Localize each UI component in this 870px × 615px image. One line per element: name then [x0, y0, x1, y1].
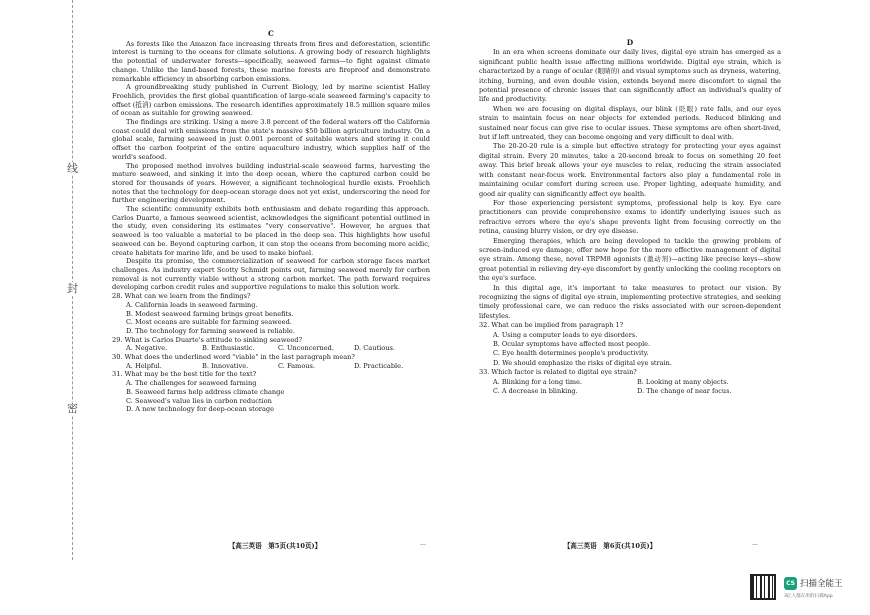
question-29-stem: 29. What is Carlos Duarte's attitude to sinking seaweed?: [112, 335, 303, 344]
question-28-option-d: D. The technology for farming seaweed is reliable.: [126, 326, 295, 335]
passage-d-paragraph-3: The 20-20-20 rule is a simple but effective strategy for protecting your eyes against digital strain. Every 20 minutes, take a 20-second break to focus on something 20 feet away. This brief break allows your eye muscles to relax, reducing the strain associated with constant near-focus work. Environmental factors also play a fundamental role in maintaining ocular comfort during screen use. Proper lighting, adequate humidity, and good air quality can significantly affect eye health.: [479, 142, 781, 198]
question-30-option-a: A. Helpful.: [126, 361, 162, 370]
passage-c-paragraph-4: The proposed method involves building industrial-scale seaweed farms, harvesting the mature seaweed, and sinking it into the deep ocean, where the captured carbon could be stored for thousands of years. However, a significant technological hurdle exists. Froehlich notes that the technology for deep-ocean storage does not yet exist, underscoring the need for further engineering development.: [112, 161, 430, 205]
question-29-option-b: B. Enthusiastic.: [202, 344, 255, 353]
right-page-column: [479, 38, 781, 396]
question-31-option-c: C. Seaweed's value lies in carbon reduction: [126, 396, 272, 405]
question-30-options: [112, 362, 430, 371]
question-33-option-c: C. A decrease in blinking.: [493, 387, 578, 396]
question-29-options: [112, 344, 430, 353]
binding-mark-feng: 封: [67, 282, 78, 295]
question-31-option-b: B. Seaweed farms help address climate change: [126, 387, 285, 396]
scanner-app-name: 扫描全能王: [800, 579, 843, 589]
question-32-stem: 32. What can be implied from paragraph 1?: [479, 321, 624, 330]
question-32-option-b: B. Ocular symptoms have affected most people.: [493, 340, 651, 348]
passage-c-paragraph-2: A groundbreaking study published in Current Biology, led by marine scientist Halley Froehlich, provides the first global quantification of large-scale seaweed farming's capacity to offset (抵消) carbon emissions. The research identifies approximately 18.5 million square miles of ocean as suitable for growing seaweed.: [112, 83, 430, 118]
question-28-option-a: A. California leads in seaweed farming.: [126, 300, 258, 309]
question-32-option-d: D. We should emphasize the risks of digital eye strain.: [493, 358, 672, 367]
question-33-options-row-2: [479, 387, 781, 396]
question-32-option-c: C. Eye health determines people's productivity.: [493, 349, 649, 358]
question-30-stem: 30. What does the underlined word "viable" in the last paragraph mean?: [112, 353, 355, 362]
passage-d-paragraph-4: For those experiencing persistent symptoms, professional help is key. Eye care practitioners can provide comprehensive exams to identify underlying issues such as refractive errors where the eye's shape prevents light from focusing correctly on the retina, causing blurry vision, or dry eye disease.: [479, 198, 781, 236]
footer-dash-right: —: [752, 541, 758, 548]
footer-dash-left: —: [420, 541, 426, 548]
question-31-stem: 31. What may be the best title for the text?: [112, 370, 257, 379]
section-title-c: C: [268, 29, 274, 38]
question-31-option-a: A. The challenges for seaweed farming: [126, 379, 257, 388]
footer-page-5: 【高三英语 第5页(共10页)】: [228, 542, 322, 550]
passage-c-paragraph-3: The findings are striking. Using a mere 3.8 percent of the federal waters off the California coast could deal with emissions from the state's massive $50 billion agriculture industry. On a global scale, farming seaweed in just 0.001 percent of suitable waters and storing it could offset the carbon footprint of the entire aquaculture industry, which supplies half of the world's seafood.: [112, 118, 430, 161]
camscanner-logo-icon: CS: [784, 577, 797, 590]
section-title-d: D: [626, 38, 634, 47]
left-page-column: [112, 30, 430, 414]
question-30-option-b: B. Innovative.: [202, 361, 249, 370]
question-29-option-d: D. Cautious.: [354, 344, 395, 353]
binding-dashed-line: [72, 0, 73, 560]
passage-c-paragraph-1: As forests like the Amazon face increasing threats from fires and deforestation, scientific interest is turning to the oceans for climate solutions. A growing body of research highlights the potential of underwater forests—specifically, seaweed farms—to fight against climate change. Unlike the land-based forests, these marine forests are fireproof and demonstrate remarkable efficiency in absorbing carbon emissions.: [112, 39, 430, 83]
passage-c-paragraph-6: Despite its promise, the commercialization of seaweed for carbon storage faces market challenges. As industry expert Scotty Schmidt points out, farming seaweed merely for carbon removal is not currently viable without a strong carbon market. The path forward requires developing carbon credit rules and supportive regulations to make this solution work.: [112, 257, 430, 292]
question-33-option-a: A. Blinking for a long time.: [493, 377, 582, 386]
passage-d-paragraph-5: Emerging therapies, which are being developed to tackle the growing problem of screen-induced eye damage, offer new hope for the more effective management of digital eye strain. Among these, novel TRPM8 agonists (激动剂)—acting like precise keys—show great potential in relieving dry-eye discomfort by gently unlocking the cooling receptors on the eye's surface.: [479, 236, 781, 283]
question-28-option-c: C. Most oceans are suitable for farming seaweed.: [126, 318, 292, 327]
binding-mark-xian: 线: [67, 162, 78, 175]
passage-c-paragraph-5: The scientific community exhibits both enthusiasm and debate regarding this approach. Carlos Duarte, a famous seaweed scientist, acknowledges the significant potential outlined in the study, even considering its estimates "very conservative". However, he argues that seaweed is too valuable a material to be placed in the deep sea. This highlights how useful seaweed can be. Beyond capturing carbon, it can stop the oceans from becoming more acidic, create habitats for marine life, and be used to make biofuel.: [112, 205, 430, 257]
question-32-option-a: A. Using a computer leads to eye disorders.: [493, 330, 638, 339]
question-30-option-d: D. Practicable.: [354, 361, 404, 370]
question-29-option-c: C. Unconcerned.: [278, 344, 334, 353]
passage-d-paragraph-6: In this digital age, it's important to take measures to protect our vision. By recognizing the signs of digital eye strain, implementing protective strategies, and seeking timely professional care, we can reduce the risks associated with our screen-dependent lifestyles.: [479, 283, 781, 320]
question-28-option-b: B. Modest seaweed farming brings great benefits.: [126, 309, 294, 318]
question-33-option-d: D. The change of near focus.: [637, 387, 732, 396]
question-33-option-b: B. Looking at many objects.: [637, 377, 729, 386]
passage-d-paragraph-2: When we are focusing on digital displays, our blink (眨眼) rate falls, and our eyes strain to maintain focus on near objects for extended periods. Reduced blinking and sustained near focus can give rise to ocular issues. These symptoms are often short-lived, but if left untreated, they can become ongoing and very difficult to deal with.: [479, 104, 781, 142]
scanner-tagline: 3亿人都在用的扫描App: [784, 594, 833, 599]
qr-code: [750, 574, 776, 600]
passage-d-paragraph-1: In an era when screens dominate our daily lives, digital eye strain has emerged as a significant public health issue affecting millions worldwide. Digital eye strain, which is characterized by a range of ocular (眼睛的) and visual symptoms such as dryness, watering, itching, burning, and even double vision, extends beyond mere discomfort to signal the potential presence of chronic issues that can significantly affect an individual's quality of life and productivity.: [479, 48, 781, 104]
question-31-option-d: D. A new technology for deep-ocean storage: [126, 405, 274, 414]
question-33-stem: 33. Which factor is related to digital eye strain?: [479, 368, 637, 377]
footer-page-6: 【高三英语 第6页(共10页)】: [563, 542, 657, 550]
question-28-stem: 28. What can we learn from the findings?: [112, 292, 251, 301]
question-33-options-row-1: [479, 378, 781, 387]
binding-mark-mi: 密: [67, 402, 78, 415]
question-29-option-a: A. Negative.: [126, 344, 168, 353]
question-30-option-c: C. Famous.: [278, 361, 316, 370]
